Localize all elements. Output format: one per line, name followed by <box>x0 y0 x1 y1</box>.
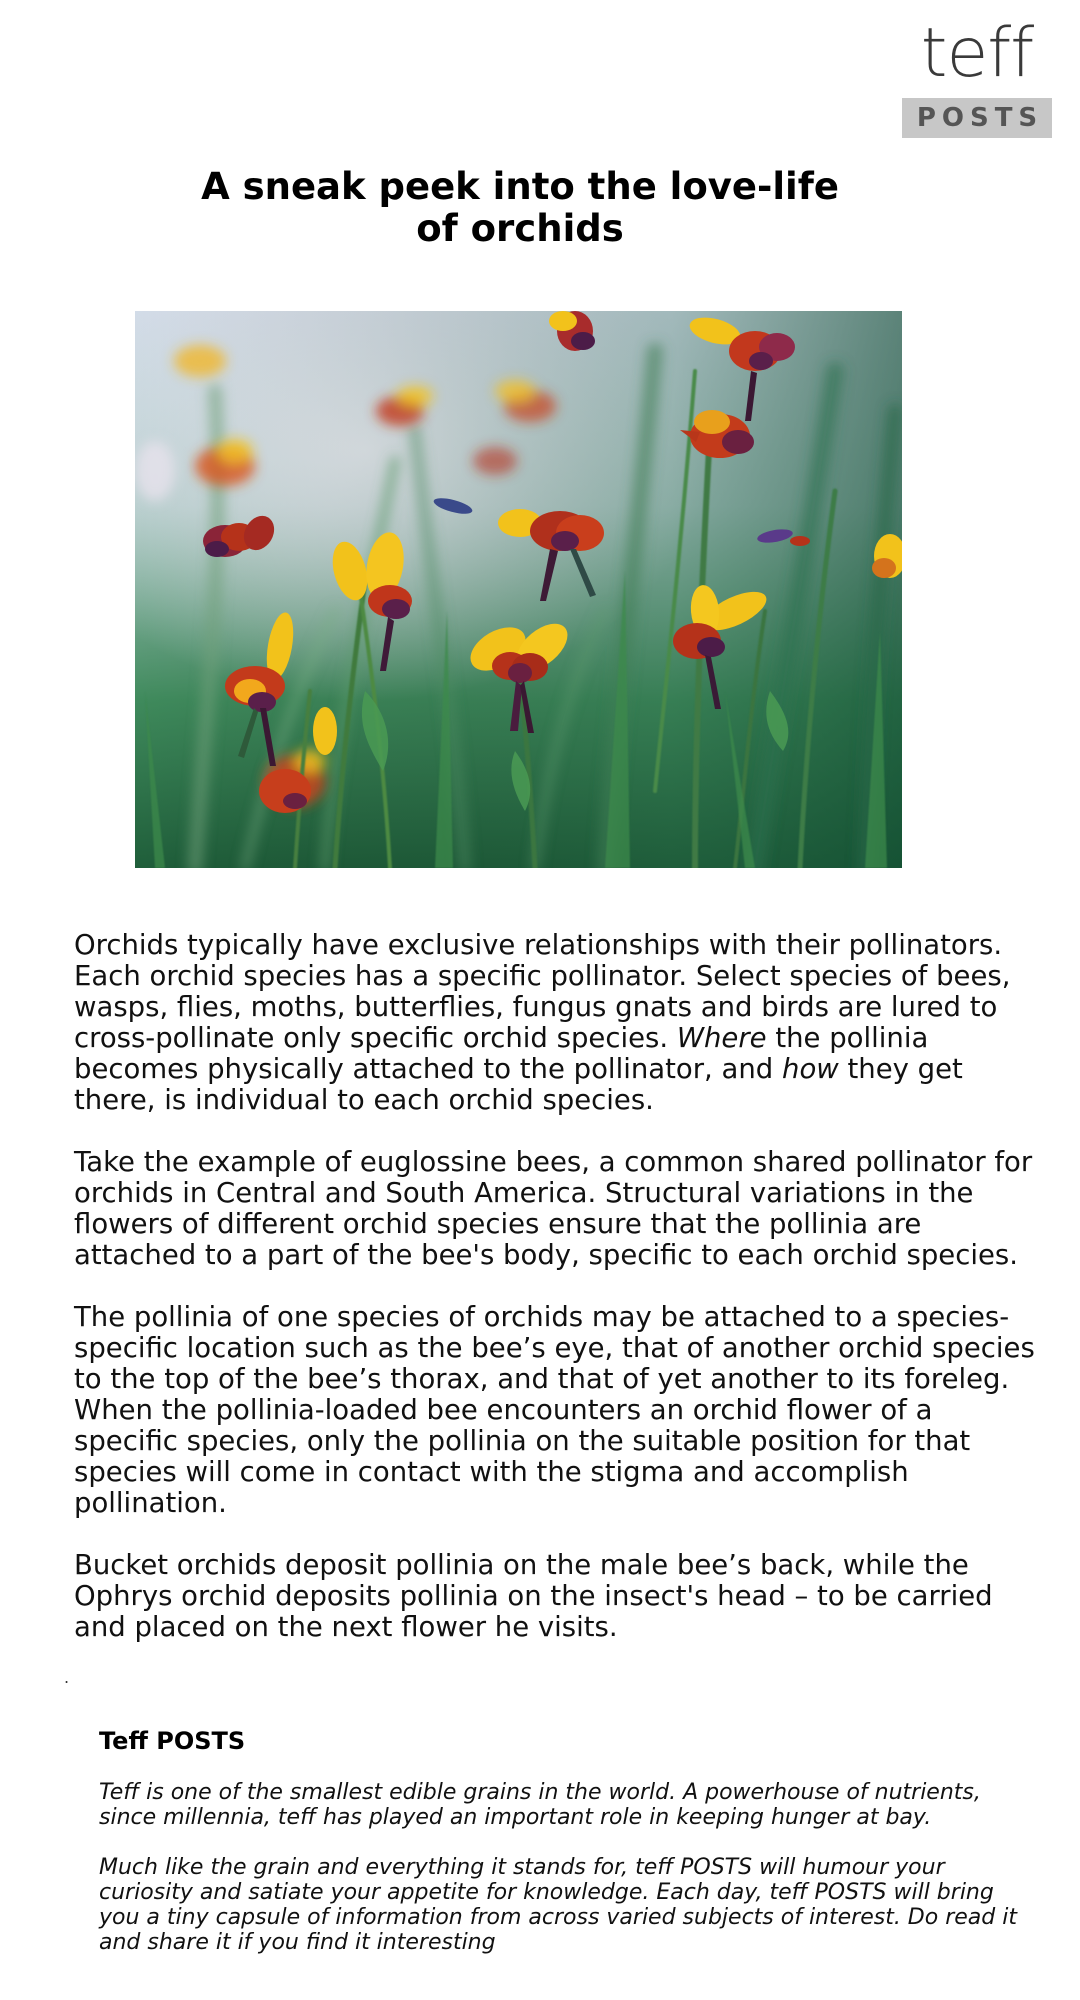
teff-posts-logo <box>902 14 1052 138</box>
footer-description <box>99 1780 1029 1955</box>
paragraph-1-emphasis-where: Where <box>676 1022 767 1054</box>
paragraph-1-text-c: they get there, is individual to each orchid species. <box>74 1053 963 1116</box>
footer-paragraph-2: Much like the grain and everything it stands for, teff POSTS will humour your curiosity and satiate your appetite for knowledge. Each day, teff POSTS will bring you a tiny capsule of information from across varied subjects of interest. Do read it and share it if you find it interesting <box>99 1855 1017 1955</box>
article-paragraph-4: Bucket orchids deposit pollinia on the male bee’s back, while the Ophrys orchid deposits pollinia on the insect's head – to be carried and placed on the next flower he visits. <box>74 1549 993 1643</box>
paragraph-1-text-b: the pollinia becomes physically attached to the pollinator, and <box>74 1022 929 1085</box>
article-body <box>74 930 1044 1643</box>
article-paragraph-2: Take the example of euglossine bees, a common shared pollinator for orchids in Central and South America. Structural variations in the flowers of different orchid species ensure that the pollinia are attached to a part of the bee's body, specific to each orchid species. <box>74 1146 1033 1271</box>
logo-posts-bar <box>902 98 1052 138</box>
article-paragraph-3: The pollinia of one species of orchids may be attached to a species-specific location such as the bee’s eye, that of another orchid species to the top of the bee’s thorax, and that of yet another to its foreleg. When the pollinia-loaded bee encounters an orchid flower of a specific species, only the pollinia on the suitable position for that species will come in contact with the stigma and accomplish pollination. <box>74 1301 1035 1519</box>
orchid-photo <box>135 311 902 868</box>
paragraph-1-emphasis-how: how <box>782 1053 839 1085</box>
footer-paragraph-1: Teff is one of the smallest edible grains in the world. A powerhouse of nutrients, since millennia, teff has played an important role in keeping hunger at bay. <box>99 1780 981 1830</box>
article-paragraph-1 <box>74 930 1044 1116</box>
article-title <box>130 166 910 250</box>
orchid-flowers-photo-icon <box>135 311 902 868</box>
footer-heading: Teff POSTS <box>99 1727 246 1755</box>
article-title-line-2: of orchids <box>416 207 624 250</box>
stray-mark: . <box>64 1668 70 1687</box>
logo-posts-label: POSTS <box>916 103 1044 133</box>
article-title-line-1: A sneak peek into the love-life <box>201 165 839 208</box>
logo-wordmark: teff <box>920 14 1034 93</box>
paragraph-1-text-a: Orchids typically have exclusive relationships with their pollinators. Each orchid species has a specific pollinator. Select species of bees, wasps, flies, moths, butterflies, fungus gnats and birds are lured to cross-pollinate only specific orchid species. <box>74 929 1011 1054</box>
